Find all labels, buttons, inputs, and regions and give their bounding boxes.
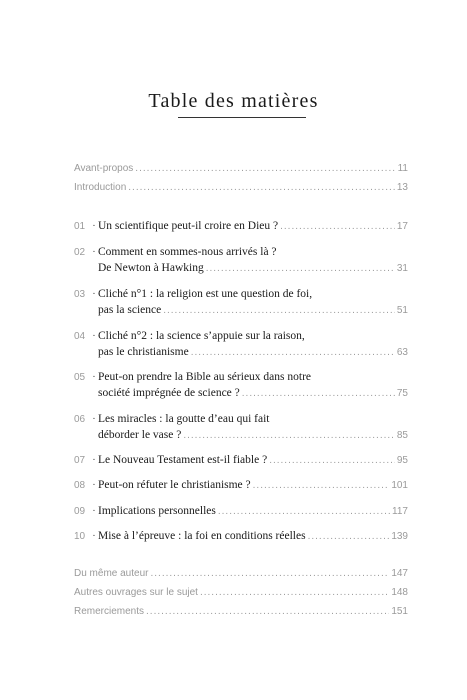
chapter-number: 07 — [74, 455, 86, 466]
bullet-separator: · — [92, 330, 96, 342]
toc-chapter-03[interactable] — [74, 288, 408, 300]
bullet-separator: · — [92, 220, 96, 232]
title-underline — [178, 117, 306, 118]
toc-entry-remerciements[interactable] — [74, 606, 408, 617]
chapter-title: Un scientifique peut-il croire en Dieu ? — [98, 220, 279, 232]
toc-chapter-04-cont[interactable] — [98, 346, 408, 358]
chapter-number: 04 — [74, 331, 86, 342]
toc-chapter-09[interactable] — [74, 505, 408, 517]
toc-chapter-04[interactable] — [74, 330, 408, 342]
toc-page-number: 95 — [396, 455, 408, 466]
chapter-number: 03 — [74, 289, 86, 300]
bullet-separator: · — [92, 454, 96, 466]
toc-page-number: 117 — [392, 506, 408, 517]
dot-leader — [200, 587, 389, 598]
toc-page-number: 63 — [396, 347, 408, 358]
bullet-separator: · — [92, 288, 96, 300]
chapter-number: 09 — [74, 506, 86, 517]
toc-chapter-06-cont[interactable] — [98, 429, 408, 441]
chapter-title: Le Nouveau Testament est-il fiable ? — [98, 454, 268, 466]
chapter-title: Peut-on réfuter le christianisme ? — [98, 479, 251, 491]
toc-entry-label: Du même auteur — [74, 568, 149, 579]
bullet-separator: · — [92, 413, 96, 425]
chapter-title-continued: De Newton à Hawking — [98, 262, 204, 274]
dot-leader — [183, 430, 395, 441]
chapter-number: 01 — [74, 221, 86, 232]
chapter-number: 06 — [74, 414, 86, 425]
toc-page-number: 51 — [396, 305, 408, 316]
toc-entry-label: Remerciements — [74, 606, 145, 617]
chapter-title: Mise à l’épreuve : la foi en conditions réelles — [98, 530, 306, 542]
toc-page-number: 151 — [391, 606, 408, 617]
toc-page-number: 148 — [391, 587, 408, 598]
chapter-number: 02 — [74, 247, 86, 258]
toc-chapter-03-cont[interactable] — [98, 304, 408, 316]
dot-leader — [150, 568, 389, 579]
toc-page-number: 31 — [396, 263, 408, 274]
toc-entry-du-meme-auteur[interactable] — [74, 568, 408, 579]
dot-leader — [253, 480, 390, 491]
toc-entry-label: Avant-propos — [74, 163, 134, 174]
toc-chapter-07[interactable] — [74, 454, 408, 466]
bullet-separator: · — [92, 530, 96, 542]
chapter-title-continued: déborder le vase ? — [98, 429, 182, 441]
bullet-separator: · — [92, 246, 96, 258]
bullet-separator: · — [92, 479, 96, 491]
toc-chapter-05[interactable] — [74, 371, 408, 383]
chapter-number: 10 — [74, 531, 86, 542]
toc-chapter-06[interactable] — [74, 413, 408, 425]
toc-entry-avant-propos[interactable] — [74, 163, 408, 174]
toc-page-number: 75 — [396, 388, 408, 399]
chapter-title-continued: société imprégnée de science ? — [98, 387, 240, 399]
toc-entry-label: Introduction — [74, 182, 127, 193]
toc-chapter-08[interactable] — [74, 479, 408, 491]
bullet-separator: · — [92, 505, 96, 517]
toc-chapter-10[interactable] — [74, 530, 408, 542]
chapter-title: Comment en sommes-nous arrivés là ? — [98, 246, 277, 258]
dot-leader — [206, 263, 395, 274]
dot-leader — [280, 221, 395, 232]
chapter-title: Les miracles : la goutte d’eau qui fait — [98, 413, 270, 425]
toc-entry-introduction[interactable] — [74, 182, 408, 193]
toc-chapter-05-cont[interactable] — [98, 387, 408, 399]
chapter-title: Implications personnelles — [98, 505, 216, 517]
dot-leader — [269, 455, 395, 466]
dot-leader — [218, 506, 390, 517]
chapter-title-continued: pas le christianisme — [98, 346, 189, 358]
dot-leader — [163, 305, 395, 316]
toc-page-number: 11 — [397, 163, 408, 174]
toc-page-number: 85 — [396, 430, 408, 441]
dot-leader — [242, 388, 395, 399]
dot-leader — [128, 182, 395, 193]
toc-chapter-02[interactable] — [74, 246, 408, 258]
toc-page-number: 147 — [391, 568, 408, 579]
toc-entry-label: Autres ouvrages sur le sujet — [74, 587, 198, 598]
dot-leader — [308, 531, 390, 542]
toc-page-number: 101 — [391, 480, 408, 491]
chapter-number: 08 — [74, 480, 86, 491]
toc-entry-autres-ouvrages[interactable] — [74, 587, 408, 598]
chapter-title: Cliché n°2 : la science s’appuie sur la raison, — [98, 330, 305, 342]
toc-page-number: 13 — [396, 182, 408, 193]
dot-leader — [191, 347, 395, 358]
chapter-title-continued: pas la science — [98, 304, 162, 316]
chapter-title: Cliché n°1 : la religion est une question de foi, — [98, 288, 313, 300]
chapter-number: 05 — [74, 372, 86, 383]
toc-chapter-02-cont[interactable] — [98, 262, 408, 274]
toc-page-number: 139 — [391, 531, 408, 542]
page-title: Table des matières — [148, 90, 319, 112]
toc-chapter-01[interactable] — [74, 220, 408, 232]
bullet-separator: · — [92, 371, 96, 383]
toc-page-number: 17 — [396, 221, 408, 232]
dot-leader — [135, 163, 395, 174]
chapter-title: Peut-on prendre la Bible au sérieux dans notre — [98, 371, 312, 383]
dot-leader — [146, 606, 389, 617]
